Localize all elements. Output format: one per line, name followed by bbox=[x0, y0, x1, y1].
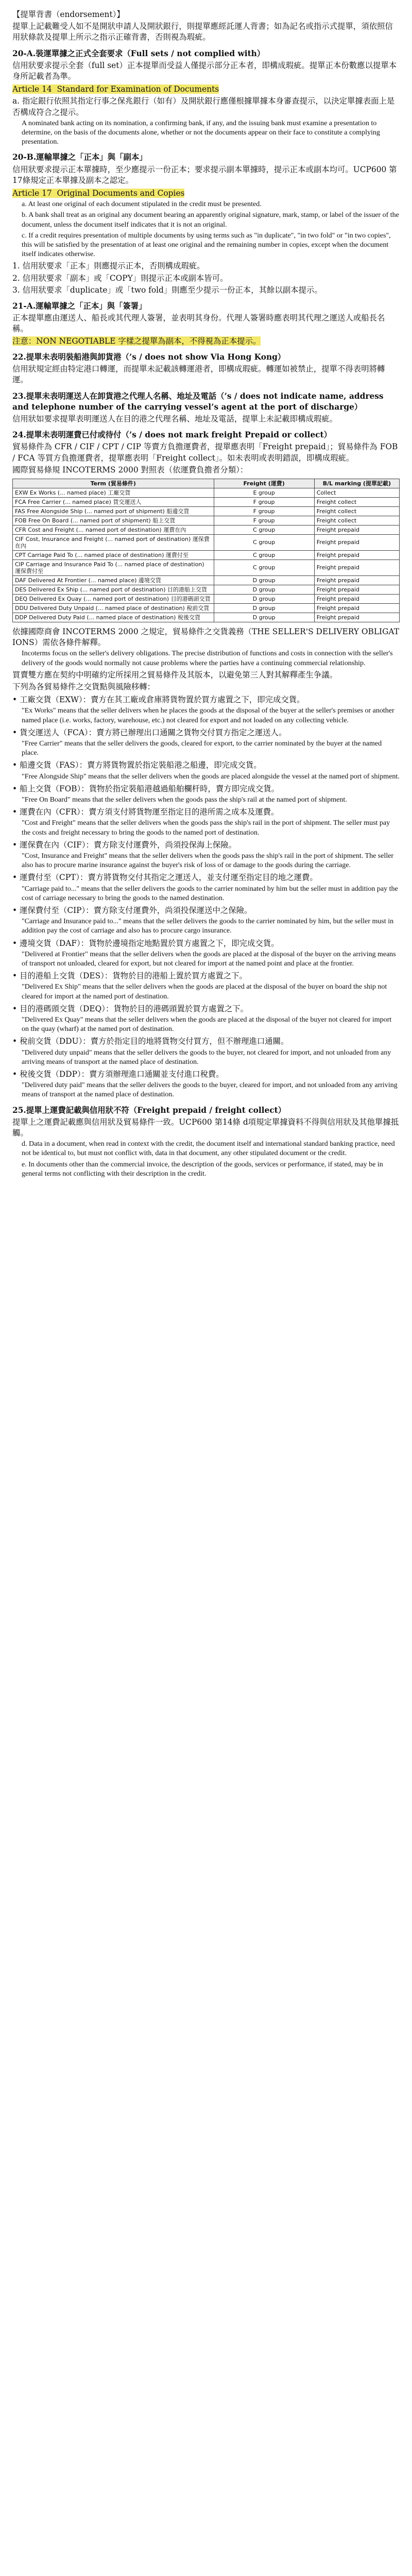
clause-deq-zh: • 目的港碼頭交貨（DEQ）：貨物於目的港碼頭置於買方處置之下。 bbox=[12, 1004, 249, 1013]
article-14a-en: A nominated bank acting on its nomination, a confirming bank, if any, and the issuing bank must examine a presentation to determine, on the basis of the documents alone, whether or not the documents appear on their face to constitute a complying presentation. bbox=[22, 119, 382, 146]
marking-cell: Freight prepaid bbox=[314, 603, 399, 613]
article-14a-zh: a. 指定銀行依照其指定行事之保兆銀行（如有）及開狀銀行應僅根據單據本身審查提示，以決定單據表面上是否構成符合之提示。 bbox=[12, 96, 395, 117]
term-cell: EXW Ex Works (... named place) 工廠交貨 bbox=[13, 488, 214, 497]
endorsement-heading: 【提單背書（endorsement）】 bbox=[12, 10, 125, 19]
agent-body: 信用狀如要求提單表明運送人在目的港之代理名稱、地址及電話，提單上未記載即構成瑕疵。 bbox=[12, 414, 338, 423]
clause-fas-zh: • 船邊交貨（FAS）：賣方將貨物置於指定裝船港之船邊，即完成交貨。 bbox=[12, 760, 262, 770]
clause-exw-en: "Ex Works" means that the seller delivers when he places the goods at the disposal of the buyer at the seller's premises or another named place (i.e. works, factory, warehouse, etc.) not cleared for export and not loaded on any collecting vehicle. bbox=[22, 707, 397, 724]
clause-des-en: "Delivered Ex Ship" means that the seller delivers when the goods are placed at the disposal of the buyer on board the ship not cleared for import at the named port of destination. bbox=[22, 983, 389, 1001]
col-marking: B/L marking (提單記載) bbox=[314, 479, 399, 488]
clause-fob-zh: • 船上交貨（FOB）：貨物於指定裝船港越過船舶欄杆時，賣方即完成交貨。 bbox=[12, 784, 279, 793]
clause-cfr-en: "Cost and Freight" means that the seller delivers when the goods pass the ship's rail in the port of shipment. The seller must pay the costs and freight necessary to bring the goods to the named port of destination. bbox=[22, 819, 392, 837]
marking-cell: Freight collect bbox=[314, 497, 399, 506]
clause-ddp-en: "Delivered duty paid" means that the seller delivers the goods to the buyer, cleared for import, and not unloaded from any arriving means of transport at the named place of destination. bbox=[22, 1081, 400, 1099]
group-cell: E group bbox=[214, 488, 314, 497]
clause-cpt-zh: • 運費付至（CPT）：賣方將貨物交付其指定之運送人，並支付運至指定目的地之運費。 bbox=[12, 873, 318, 883]
transhipment-body: 信用狀規定經由特定港口轉運，而提單未記載該轉運港者，即構成瑕疵。轉運如被禁止，提單不得表明將轉運。 bbox=[12, 364, 385, 385]
term-cell: FAS Free Alongside Ship (... named port of shipment) 船邊交貨 bbox=[13, 506, 214, 516]
incoterms-note-1-en: Incoterms focus on the seller's delivery obligations. The precise distribution of functions and costs in connection with the seller's delivery of the goods would normally not cause problems where the parties have a continuing commercial relationship. bbox=[22, 650, 395, 667]
table-row bbox=[13, 488, 400, 497]
original-copy-heading: 20-B.運輸單據之「正本」與「副本」 bbox=[12, 152, 147, 162]
clause-cpt-en: "Carriage paid to..." means that the seller delivers the goods to the carrier nominated by him but the seller must in addition pay the cost of carriage necessary to bring the goods to the named destination. bbox=[22, 885, 400, 902]
transhipment-heading: 22.提單未表明裝船港與卸貨港（’s / does not show Via Hong Kong） bbox=[12, 352, 286, 362]
original-copy-body: 信用狀要求提示正本單據時，至少應提示一份正本；要求提示副本單據時，提示正本或副本均可。UCP600 第17條規定正本單據及副本之認定。 bbox=[12, 164, 397, 185]
term-cell: CPT Carriage Paid To (... named place of destination) 運費付至 bbox=[13, 550, 214, 560]
marking-cell: Freight prepaid bbox=[314, 525, 399, 534]
marking-cell: Freight prepaid bbox=[314, 575, 399, 585]
term-cell: DDU Delivered Duty Unpaid (... named place of destination) 稅前交貨 bbox=[13, 603, 214, 613]
article-14-title: Article 14 Standard for Examination of Documents bbox=[12, 84, 219, 94]
endorsement-body: 提單上記載難受人如不是開狀申請人及開狀銀行，則提單應經託運人背書；如為記名或指示式提單，須依照信用狀條款及提單上所示之指示正確背書，否則視為瑕疵。 bbox=[12, 22, 393, 42]
incoterms-clauses bbox=[12, 694, 400, 1100]
article-17-point-c: c. If a credit requires presentation of multiple documents by using terms such as "in duplicate", "in two fold" or "in two copies", this will be satisfied by the presentation of at least one original and the remaining number in copies, except when the document itself indicates otherwise. bbox=[22, 231, 393, 259]
marking-cell: Freight prepaid bbox=[314, 560, 399, 575]
article-14e-en: e. In documents other than the commercial invoice, the description of the goods, services or performance, if stated, may be in general terms not conflicting with their description in the credit. bbox=[22, 1160, 385, 1178]
full-set-heading: 20-A.裝運單據之正式全套要求（Full sets / not complied with） bbox=[12, 48, 265, 58]
group-cell: D group bbox=[214, 603, 314, 613]
marking-cell: Freight prepaid bbox=[314, 594, 399, 603]
term-cell: CFR Cost and Freight (... named port of destination) 運費在內 bbox=[13, 525, 214, 534]
group-cell: D group bbox=[214, 575, 314, 585]
table-row bbox=[13, 560, 400, 575]
col-group: Freight (運費) bbox=[214, 479, 314, 488]
clause-ddu-zh: • 稅前交貨（DDU）：賣方於指定目的地將貨物交付買方，但不辦理進口通關。 bbox=[12, 1037, 289, 1046]
clause-ddu-en: "Delivered duty unpaid" means that the seller delivers the goods to the buyer, not cleared for import, and not unloaded from any arriving means of transport at the named place of destination. bbox=[22, 1048, 393, 1066]
clause-deq-en: "Delivered Ex Quay" means that the seller delivers when the goods are placed at the disposal of the buyer not cleared for import on the quay (wharf) at the named port of destination. bbox=[22, 1016, 393, 1033]
clause-des-zh: • 目的港船上交貨（DES）：貨物於目的港船上置於買方處置之下。 bbox=[12, 971, 247, 981]
incoterms-note-1: 依據國際商會 INCOTERMS 2000 之規定，貿易條件之交貨義務（THE SELLER'S DELIVERY OBLIGATIONS）需依各條件解釋。 bbox=[12, 626, 399, 648]
group-cell: F group bbox=[214, 497, 314, 506]
freight-body: 貿易條件為 CFR / CIF / CPT / CIP 等賣方負擔運費者，提單應表明「Freight prepaid」；貿易條件為 FOB / FCA 等買方負擔運費者，提單應表明「Freight collect」。如未表明或表明錯誤，即構成瑕疵。 bbox=[12, 442, 401, 463]
group-cell: D group bbox=[214, 585, 314, 594]
marking-cell: Freight collect bbox=[314, 516, 399, 525]
group-cell: F group bbox=[214, 506, 314, 516]
marking-cell: Freight prepaid bbox=[314, 613, 399, 622]
agent-heading: 23.提單未表明運送人在卸貨港之代理人名稱、地址及電話（’s / does not indicate name, address and telephone number of the carrying vessel’s agent at the port of discharge） bbox=[12, 391, 386, 412]
table-row bbox=[13, 550, 400, 560]
term-cell: DEQ Delivered Ex Quay (... named port of destination) 目的港碼頭交貨 bbox=[13, 594, 214, 603]
clause-daf-en: "Delivered at Frontier" means that the seller delivers when the goods are placed at the disposal of the buyer on the arriving means of transport not unloaded, cleared for export, but not cleared for import at the named point and place at the frontier. bbox=[22, 950, 398, 968]
table-row bbox=[13, 603, 400, 613]
clause-fca-zh: • 貨交運送人（FCA）：賣方將已辦理出口通關之貨物交付買方指定之運送人。 bbox=[12, 727, 287, 737]
term-cell: CIP Carriage and Insurance Paid To (... named place of destination) 運保費付至 bbox=[13, 560, 214, 575]
table-row bbox=[13, 594, 400, 603]
group-cell: C group bbox=[214, 525, 314, 534]
table-row bbox=[13, 516, 400, 525]
group-cell: C group bbox=[214, 550, 314, 560]
freight-heading: 24.提單未表明運費已付或待付（’s / does not mark freight Prepaid or collect） bbox=[12, 430, 332, 440]
clause-fca-en: "Free Carrier" means that the seller delivers the goods, cleared for export, to the carrier nominated by the buyer at the named place. bbox=[22, 739, 384, 757]
term-cell: DAF Delivered At Frontier (... named place) 邊境交貨 bbox=[13, 575, 214, 585]
freight-conflict-heading: 25.提單上運費記載與信用狀不符（Freight prepaid / freight collect） bbox=[12, 1105, 286, 1115]
term-cell: FCA Free Carrier (... named place) 貨交運送人 bbox=[13, 497, 214, 506]
article-17-point-b: b. A bank shall treat as an original any document bearing an apparently original signature, mark, stamp, or label of the issuer of the document, unless the document itself indicates that it is not an original. bbox=[22, 211, 401, 229]
incoterms-table bbox=[12, 479, 400, 622]
signature-heading: 21-A.運輸單據之「正本」與「簽署」 bbox=[12, 301, 147, 311]
incoterms-table-header bbox=[13, 479, 400, 488]
table-row bbox=[13, 575, 400, 585]
clause-cip-zh: • 運保費付至（CIP）：賣方除支付運費外，尚須投保運送中之保險。 bbox=[12, 906, 252, 915]
incoterms-table-intro: 國際貿易條規 INCOTERMS 2000 對照表（依運費負擔者分類）： bbox=[12, 465, 248, 474]
table-row bbox=[13, 534, 400, 550]
group-cell: F group bbox=[214, 516, 314, 525]
group-cell: C group bbox=[214, 560, 314, 575]
clause-cip-en: "Carriage and Insurance paid to..." means that the seller delivers the goods to the carrier nominated by him, but the seller must in addition pay the cost of carriage and also has to procure cargo insurance. bbox=[22, 918, 396, 935]
marking-cell: Freight prepaid bbox=[314, 534, 399, 550]
term-cell: DES Delivered Ex Ship (... named port of destination) 目的港船上交貨 bbox=[13, 585, 214, 594]
clause-ddp-zh: • 稅後交貨（DDP）：賣方須辦理進口通關並支付進口稅費。 bbox=[12, 1070, 224, 1079]
table-row bbox=[13, 497, 400, 506]
article-17-point-a: a. At least one original of each document stipulated in the credit must be presented. bbox=[22, 200, 262, 209]
original-summary-2: 2. 信用狀要求「副本」或「COPY」則提示正本或副本皆可。 bbox=[12, 273, 228, 283]
original-summary-3: 3. 信用狀要求「duplicate」或「two fold」則應至少提示一份正本，其餘以副本提示。 bbox=[12, 285, 322, 295]
group-cell: D group bbox=[214, 613, 314, 622]
table-row bbox=[13, 585, 400, 594]
full-set-body: 信用狀要求提示全套（full set）正本提單而受益人僅提示部分正本者，即構成瑕疵。提單正本份數應以提單本身所記載者為準。 bbox=[12, 60, 397, 81]
clause-cfr-zh: • 運費在內（CFR）：賣方須支付將貨物運至指定目的港所需之成本及運費。 bbox=[12, 807, 279, 817]
incoterms-note-2: 買賣雙方應在契約中明確約定所採用之貿易條件及其版本，以避免第三人對其解釋產生争議。 bbox=[12, 670, 338, 680]
freight-conflict-body: 提單上之運費記載應與信用狀及貿易條件一致。UCP600 第14條 d項規定單據資料不得與信用狀及其他單據抵觸。 bbox=[12, 1117, 399, 1138]
marking-cell: Freight prepaid bbox=[314, 550, 399, 560]
clause-fas-en: "Free Alongside Ship" means that the seller delivers when the goods are placed alongside the vessel at the named port of shipment. bbox=[22, 772, 400, 781]
col-term: Term (貿易條件) bbox=[13, 479, 214, 488]
term-cell: FOB Free On Board (... named port of shipment) 船上交貨 bbox=[13, 516, 214, 525]
table-row bbox=[13, 613, 400, 622]
clause-cif-en: "Cost, Insurance and Freight" means that the seller delivers when the goods pass the ship's rail in the port of shipment. The seller also has to procure marine insurance against the buyer's risk of loss of or damage to the goods during the carriage. bbox=[22, 852, 396, 870]
article-14d-en: d. Data in a document, when read in context with the credit, the document itself and international standard banking practice, need not be identical to, but must not conflict with, data in that document, any other stipulated document or the credit. bbox=[22, 1140, 397, 1158]
group-cell: D group bbox=[214, 594, 314, 603]
term-cell: DDP Delivered Duty Paid (... named place of destination) 稅後交貨 bbox=[13, 613, 214, 622]
marking-cell: Collect bbox=[314, 488, 399, 497]
term-cell: CIF Cost, Insurance and Freight (... named port of destination) 運保費在內 bbox=[13, 534, 214, 550]
table-row bbox=[13, 506, 400, 516]
clause-daf-zh: • 邊境交貨（DAF）：貨物於邊境指定地點置於買方處置之下，即完成交貨。 bbox=[12, 938, 279, 948]
clause-exw-zh: • 工廠交貨（EXW）：賣方在其工廠或倉庫將貨物置於買方處置之下，即完成交貨。 bbox=[12, 695, 305, 705]
group-cell: C group bbox=[214, 534, 314, 550]
clause-fob-en: "Free On Board" means that the seller delivers when the goods pass the ship's rail at the named port of shipment. bbox=[22, 795, 347, 804]
original-summary-1: 1. 信用狀要求「正本」則應提示正本，否則構成瑕疵。 bbox=[12, 261, 205, 271]
clause-cif-zh: • 運保費在內（CIF）：賣方除支付運費外，尚須投保海上保險。 bbox=[12, 840, 236, 850]
table-row bbox=[13, 525, 400, 534]
article-17-title: Article 17 Original Documents and Copies bbox=[12, 189, 185, 198]
marking-cell: Freight prepaid bbox=[314, 585, 399, 594]
signature-body: 正本提單應由運送人、船長或其代理人簽署，並表明其身份。代理人簽署時應表明其代理之運送人或船長名稱。 bbox=[12, 313, 385, 334]
marking-cell: Freight collect bbox=[314, 506, 399, 516]
signature-note: 注意：NON NEGOTIABLE 字樣之提單為副本，不得視為正本提示。 bbox=[12, 336, 261, 346]
incoterms-note-3: 下列為各貿易條件之交貨點與風險移轉： bbox=[12, 682, 156, 691]
